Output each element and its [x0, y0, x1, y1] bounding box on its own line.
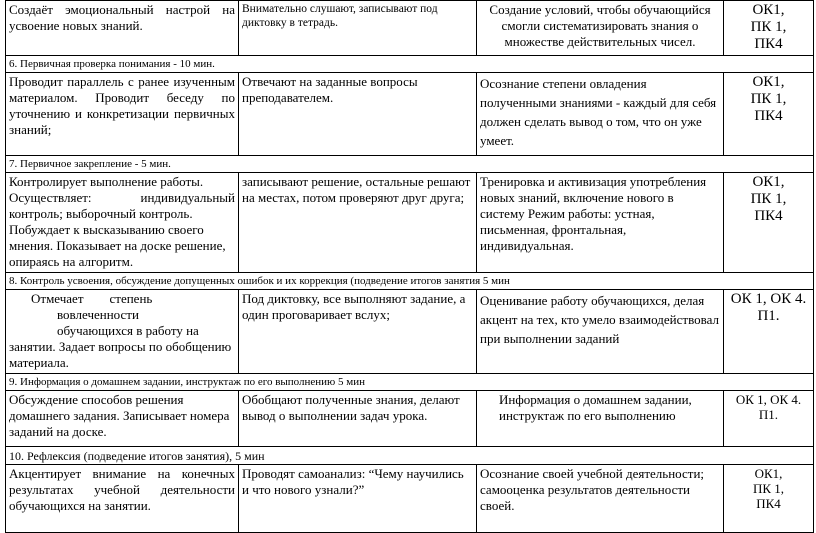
competency: ПК4 [754, 208, 783, 224]
competency: П1. [758, 407, 779, 422]
student-activity-cell: записывают решение, остальные решают на местах, потом проверяют друг друга; [239, 173, 477, 273]
expected-result-cell: Создание условий, чтобы обучающийся смогли систематизировать знания о множестве действительных чисел. [477, 1, 724, 56]
lesson-plan-table [5, 0, 814, 533]
competency: П1. [757, 308, 780, 324]
student-activity-cell: Внимательно слушают, записывают под диктовку в тетрадь. [239, 1, 477, 56]
competency: ПК4 [754, 108, 783, 124]
section-heading-row [6, 56, 814, 73]
text-line: обучающихся в работу на [57, 323, 199, 338]
student-activity-cell: Под диктовку, все выполняют задание, а один проговаривает вслух; [239, 290, 477, 374]
section-heading: 10. Рефлексия (подведение итогов занятия), 5 мин [6, 447, 814, 465]
competency: ОК1, [754, 466, 783, 481]
competencies-cell [724, 465, 814, 533]
text-line: Осуществляет: индивидуальный контроль; выборочный контроль. [9, 190, 235, 221]
text-line: Побуждает к высказыванию своего мнения. Показывает на доске решение, опираясь на алгоритм. [9, 222, 226, 269]
table-row [6, 465, 814, 533]
section-heading: 6. Первичная проверка понимания - 10 мин. [6, 56, 814, 73]
section-heading: 8. Контроль усвоения, обсуждение допущенных ошибок и их коррекция (подведение итогов занятия 5 мин [6, 273, 814, 290]
expected-result-cell: Информация о домашнем задании, инструктаж по его выполнению [477, 391, 724, 447]
competency: ОК1, [752, 2, 785, 18]
teacher-activity-cell [6, 290, 239, 374]
student-activity-cell: Проводят самоанализ: “Чему научились и что нового узнали?” [239, 465, 477, 533]
teacher-activity-cell: Проводит параллель с ранее изученным материалом. Проводит беседу по уточнению и конкретизации первичных знаний; [6, 73, 239, 156]
section-heading: 9. Информация о домашнем задании, инструктаж по его выполнению 5 мин [6, 374, 814, 391]
competency: ОК1, [752, 74, 785, 90]
text-line: вовлеченности [57, 307, 139, 322]
text-line: занятии. Задает вопросы по обобщению материала. [9, 339, 232, 370]
section-heading-row [6, 156, 814, 173]
teacher-activity-cell: Акцентирует внимание на конечных результатах учебной деятельности обучающихся на занятии. [6, 465, 239, 533]
competency: ПК 1, [750, 19, 787, 35]
competencies-cell [724, 173, 814, 273]
competency: ПК4 [756, 496, 781, 511]
expected-result-cell: Осознание степени овладения полученными знаниями - каждый для себя должен сделать вывод о том, что он уже умеет. [477, 73, 724, 156]
competencies-cell [724, 1, 814, 56]
student-activity-cell: Отвечают на заданные вопросы преподавателем. [239, 73, 477, 156]
section-heading-row [6, 374, 814, 391]
section-heading: 7. Первичное закрепление - 5 мин. [6, 156, 814, 173]
competency: ПК 1, [750, 91, 787, 107]
competencies-cell [724, 391, 814, 447]
table-row [6, 73, 814, 156]
teacher-activity-cell: Обсуждение способов решения домашнего задания. Записывает номера заданий на доске. [6, 391, 239, 447]
teacher-activity-cell: Создаёт эмоциональный настрой на усвоение новых знаний. [6, 1, 239, 56]
table-row [6, 173, 814, 273]
competency: ОК 1, ОК 4. [730, 291, 807, 307]
table-row [6, 391, 814, 447]
competencies-cell [724, 290, 814, 374]
table-row [6, 1, 814, 56]
text-line: Отмечает степень [31, 291, 153, 306]
competency: ОК 1, ОК 4. [735, 392, 802, 407]
competency: ПК4 [754, 36, 783, 52]
section-heading-row [6, 447, 814, 465]
text-line: Контролирует выполнение работы. [9, 174, 204, 189]
table-row [6, 290, 814, 374]
competency: ОК1, [752, 174, 785, 190]
competency: ПК 1, [750, 191, 787, 207]
teacher-activity-cell [6, 173, 239, 273]
section-heading-row [6, 273, 814, 290]
student-activity-cell: Обобщают полученные знания, делают вывод о выполнении задач урока. [239, 391, 477, 447]
expected-result-cell: Тренировка и активизация употребления новых знаний, включение нового в систему Режим работы: устная, письменная, фронтальная, индивидуальная. [477, 173, 724, 273]
competencies-cell [724, 73, 814, 156]
competency: ПК 1, [752, 481, 785, 496]
expected-result-cell: Осознание своей учебной деятельности; самооценка результатов деятельности своей. [477, 465, 724, 533]
expected-result-cell: Оценивание работу обучающихся, делая акцент на тех, кто умело взаимодействовал при выполнении заданий [477, 290, 724, 374]
